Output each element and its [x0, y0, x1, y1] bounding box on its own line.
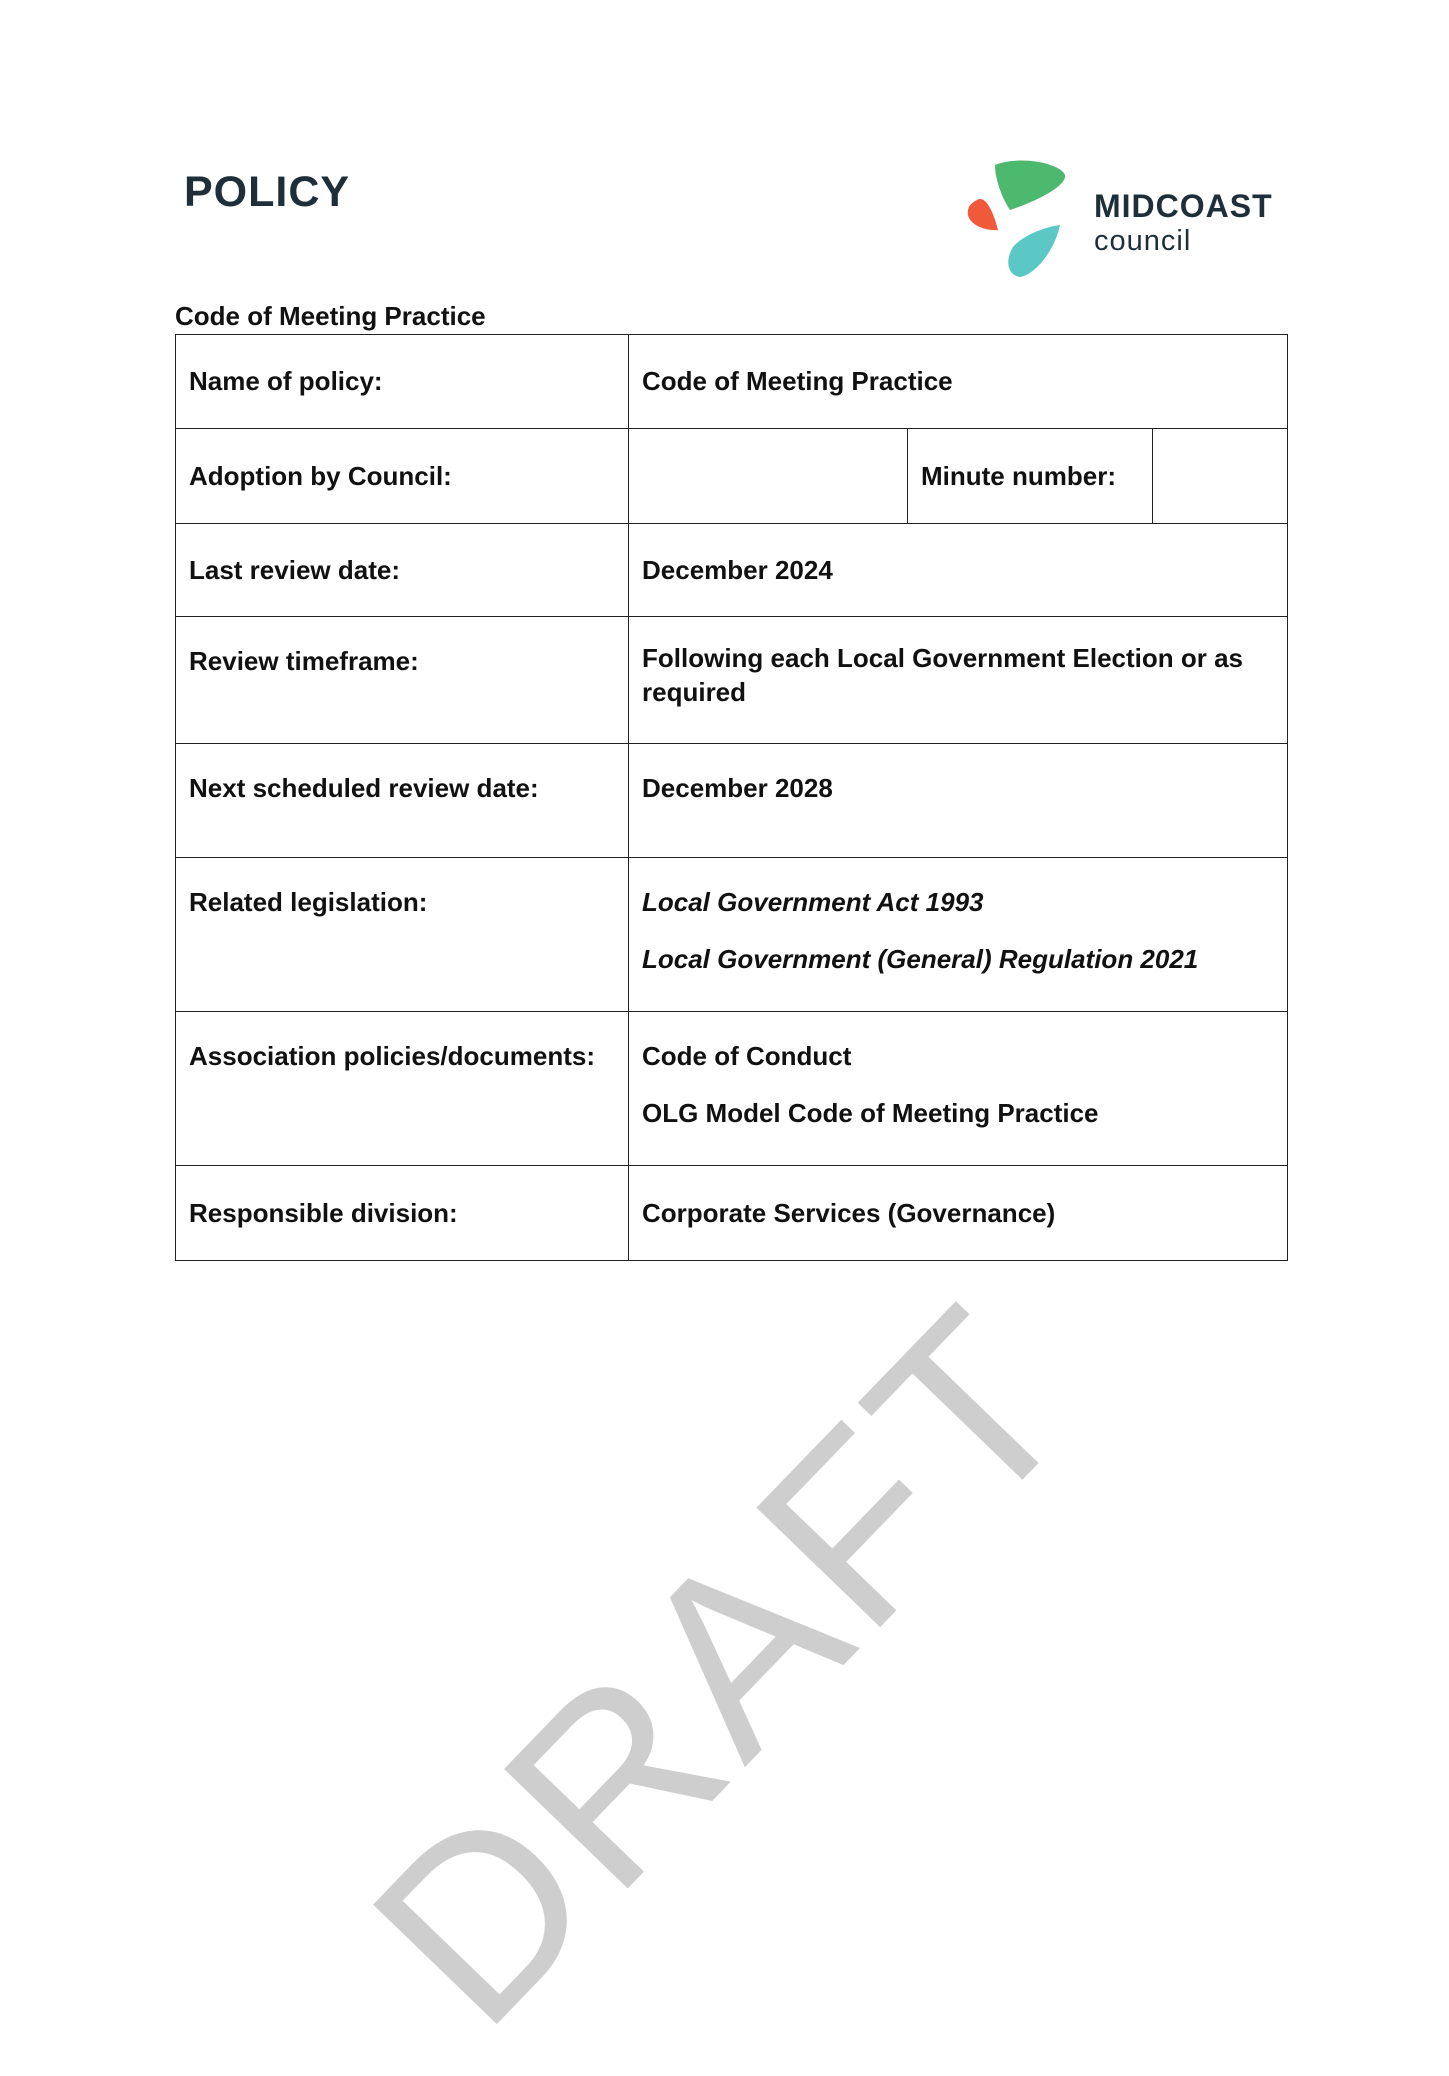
row-label: Adoption by Council:: [176, 429, 629, 524]
row-label: Next scheduled review date:: [176, 744, 629, 858]
table-row: [176, 744, 1288, 858]
row-label: Related legislation:: [176, 858, 629, 1012]
table-row: [176, 617, 1288, 744]
minute-number-label: Minute number:: [908, 429, 1153, 524]
row-value: Corporate Services (Governance): [629, 1166, 1288, 1261]
table-caption: Code of Meeting Practice: [175, 301, 486, 331]
logo-wordmark: MIDCOAST: [1094, 188, 1273, 224]
logo-subtitle: council: [1094, 225, 1192, 257]
row-label: Review timeframe:: [176, 617, 629, 744]
midcoast-logo: [965, 155, 1285, 280]
row-value: [629, 1012, 1288, 1166]
minute-number-value: [1153, 429, 1288, 524]
table-row: [176, 858, 1288, 1012]
policy-details-table: [175, 334, 1288, 1261]
row-value: Code of Meeting Practice: [629, 335, 1288, 429]
table-row: [176, 335, 1288, 429]
table-row: [176, 524, 1288, 617]
legislation-item: Local Government (General) Regulation 2021: [642, 944, 1199, 974]
draft-watermark: DRAFT: [319, 1253, 1128, 2076]
logo-leaf-icon: [965, 155, 1090, 280]
association-item: OLG Model Code of Meeting Practice: [642, 1098, 1099, 1128]
row-label: Last review date:: [176, 524, 629, 617]
legislation-item: Local Government Act 1993: [642, 887, 984, 917]
row-value: December 2024: [629, 524, 1288, 617]
adoption-date-cell: [629, 429, 908, 524]
row-value: Following each Local Government Election or as required: [629, 617, 1288, 744]
row-value: [629, 858, 1288, 1012]
table-row: [176, 1166, 1288, 1261]
page-title: POLICY: [184, 168, 351, 216]
row-label: Name of policy:: [176, 335, 629, 429]
row-value: December 2028: [629, 744, 1288, 858]
table-row: [176, 429, 1288, 524]
association-item: Code of Conduct: [642, 1041, 852, 1071]
table-row: [176, 1012, 1288, 1166]
row-label: Responsible division:: [176, 1166, 629, 1261]
row-label: Association policies/documents:: [176, 1012, 629, 1166]
